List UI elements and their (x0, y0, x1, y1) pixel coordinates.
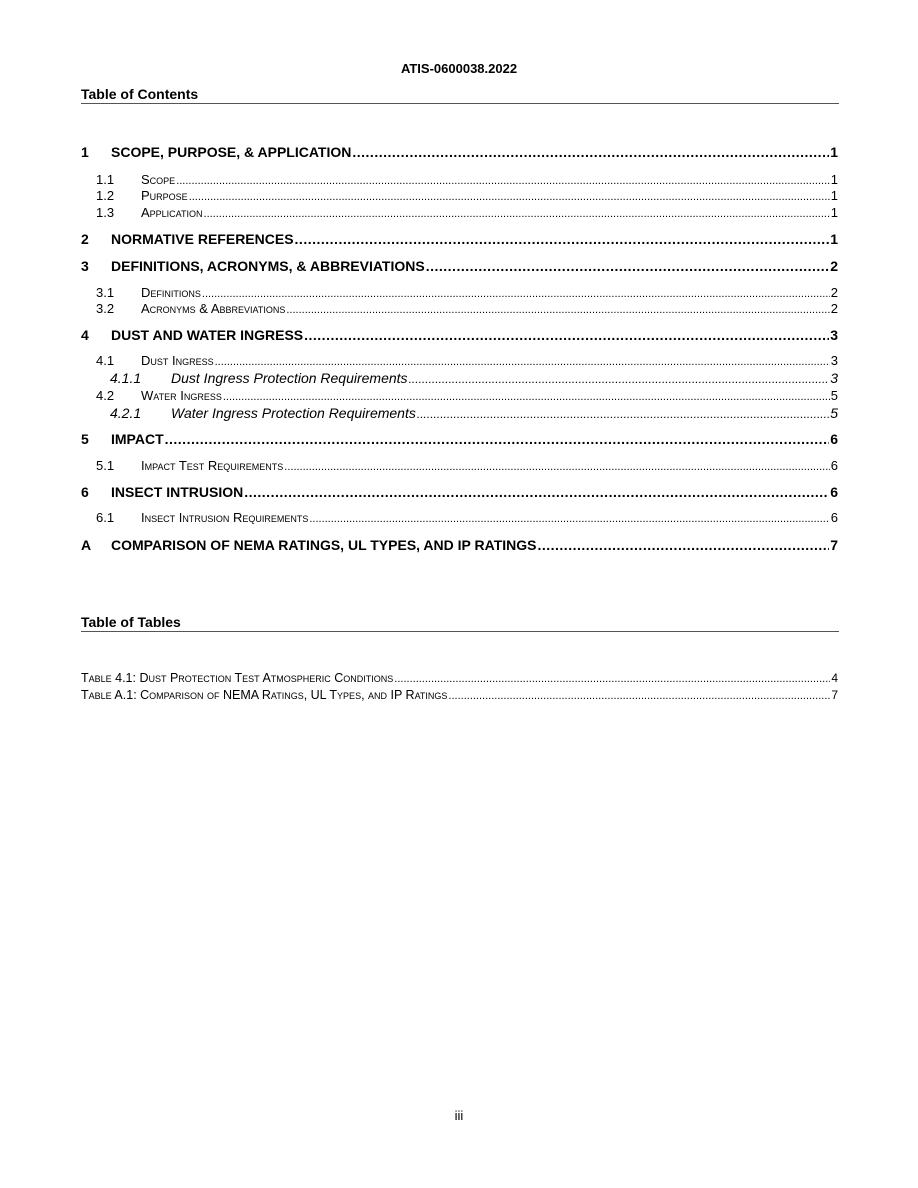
tot-entry[interactable] (81, 688, 838, 702)
toc-entry[interactable] (110, 405, 838, 421)
toc-entry-title: IMPACT (111, 431, 164, 447)
toc-entry[interactable] (81, 537, 838, 553)
toc-entry-title: Insect Intrusion Requirements (141, 510, 309, 525)
toc-entry-page: 6 (830, 484, 838, 500)
toc-entry-title: Dust Ingress (141, 353, 214, 368)
dot-leader (295, 231, 830, 247)
toc-entry[interactable] (81, 484, 838, 500)
toc-entry-num: 5.1 (96, 458, 115, 473)
tot-entry-title: Table 4.1: Dust Protection Test Atmospheric Conditions (81, 671, 394, 685)
dot-leader (244, 484, 829, 500)
dot-leader (286, 304, 829, 316)
toc-entry-page: 6 (830, 431, 838, 447)
dot-leader (176, 175, 830, 187)
toc-entry-title: Application (141, 205, 203, 220)
toc-entry-title: Scope (141, 172, 176, 187)
dot-leader (352, 144, 829, 160)
toc-entry-title: Acronyms & Abbreviations (141, 301, 286, 316)
toc-entry-title: DUST AND WATER INGRESS (111, 327, 304, 343)
toc-entry-num: 6.1 (96, 510, 115, 525)
toc-entry[interactable] (81, 231, 838, 247)
toc-entry-page: 2 (830, 301, 838, 316)
toc-entry-page: 1 (830, 172, 838, 187)
toc-entry-title: Water Ingress Protection Requirements (171, 405, 416, 421)
tot-entry-page: 4 (831, 671, 838, 685)
toc-entry-page: 5 (830, 405, 838, 421)
toc-entry-num: 3 (81, 258, 89, 274)
toc-entry[interactable] (110, 370, 838, 386)
dot-leader (417, 407, 829, 421)
toc-entry-page: 2 (830, 285, 838, 300)
toc-entry-page: 6 (830, 510, 838, 525)
toc-entry[interactable] (81, 144, 838, 160)
dot-leader (394, 673, 830, 685)
toc-entry[interactable] (96, 388, 838, 403)
dot-leader (223, 391, 830, 403)
toc-entry[interactable] (96, 188, 838, 203)
dot-leader (309, 513, 829, 525)
toc-entry-title: COMPARISON OF NEMA RATINGS, UL TYPES, AND IP RATINGS (111, 537, 537, 553)
toc-entry-num: 1.2 (96, 188, 115, 203)
toc-entry-num: A (81, 537, 92, 553)
toc-entry[interactable] (96, 510, 838, 525)
toc-entry-num: 1 (81, 144, 89, 160)
toc-entry[interactable] (81, 327, 838, 343)
toc-entry-title: Dust Ingress Protection Requirements (171, 370, 408, 386)
toc-entry-num: 4.1.1 (110, 370, 142, 386)
toc-entry-page: 7 (830, 537, 838, 553)
toc-entry-page: 1 (830, 231, 838, 247)
toc-entry-page: 1 (830, 144, 838, 160)
toc-entry[interactable] (96, 205, 838, 220)
toc-entry-page: 1 (830, 188, 838, 203)
toc-entry-page: 1 (830, 205, 838, 220)
dot-leader (204, 208, 830, 220)
toc-entry-title: Water Ingress (141, 388, 222, 403)
toc-entry-title: NORMATIVE REFERENCES (111, 231, 294, 247)
toc-heading: Table of Contents (81, 86, 839, 104)
toc-entry-num: 4.1 (96, 353, 115, 368)
toc-entry-page: 3 (830, 370, 838, 386)
toc-entry[interactable] (96, 285, 838, 300)
toc-entry-page: 3 (830, 353, 838, 368)
toc-entry-num: 1.3 (96, 205, 115, 220)
dot-leader (284, 461, 829, 473)
toc-entry-num: 2 (81, 231, 89, 247)
toc-entry[interactable] (96, 458, 838, 473)
dot-leader (189, 191, 830, 203)
toc-entry[interactable] (96, 172, 838, 187)
toc-entry[interactable] (81, 431, 838, 447)
toc-entry-title: Definitions (141, 285, 201, 300)
dot-leader (537, 537, 829, 553)
toc-entry-num: 4.2 (96, 388, 115, 403)
toc-entry[interactable] (96, 353, 838, 368)
toc-entry-title: DEFINITIONS, ACRONYMS, & ABBREVIATIONS (111, 258, 425, 274)
toc-entry-title: Impact Test Requirements (141, 458, 284, 473)
dot-leader (426, 258, 829, 274)
toc-entry-num: 1.1 (96, 172, 115, 187)
toc-entry[interactable] (81, 258, 838, 274)
dot-leader (409, 372, 830, 386)
dot-leader (304, 327, 829, 343)
dot-leader (448, 690, 830, 702)
page-number: iii (454, 1108, 464, 1123)
toc-entry-page: 5 (830, 388, 838, 403)
toc-entry-num: 3.1 (96, 285, 115, 300)
toc-entry-page: 6 (830, 458, 838, 473)
tot-entry-title: Table A.1: Comparison of NEMA Ratings, UL Types, and IP Ratings (81, 688, 448, 702)
toc-entry-num: 4 (81, 327, 89, 343)
toc-entry-num: 3.2 (96, 301, 115, 316)
toc-entry-num: 4.2.1 (110, 405, 142, 421)
toc-entry-page: 2 (830, 258, 838, 274)
document-id: ATIS-0600038.2022 (400, 61, 518, 76)
tot-entry-page: 7 (831, 688, 838, 702)
dot-leader (202, 288, 830, 300)
toc-entry-page: 3 (830, 327, 838, 343)
toc-entry-num: 6 (81, 484, 89, 500)
toc-entry-title: INSECT INTRUSION (111, 484, 244, 500)
toc-entry-num: 5 (81, 431, 89, 447)
tot-entry[interactable] (81, 671, 838, 685)
toc-entry-title: Purpose (141, 188, 188, 203)
toc-entry[interactable] (96, 301, 838, 316)
toc-entry-title: SCOPE, PURPOSE, & APPLICATION (111, 144, 352, 160)
dot-leader (215, 356, 830, 368)
dot-leader (165, 431, 830, 447)
tot-heading: Table of Tables (81, 614, 839, 632)
